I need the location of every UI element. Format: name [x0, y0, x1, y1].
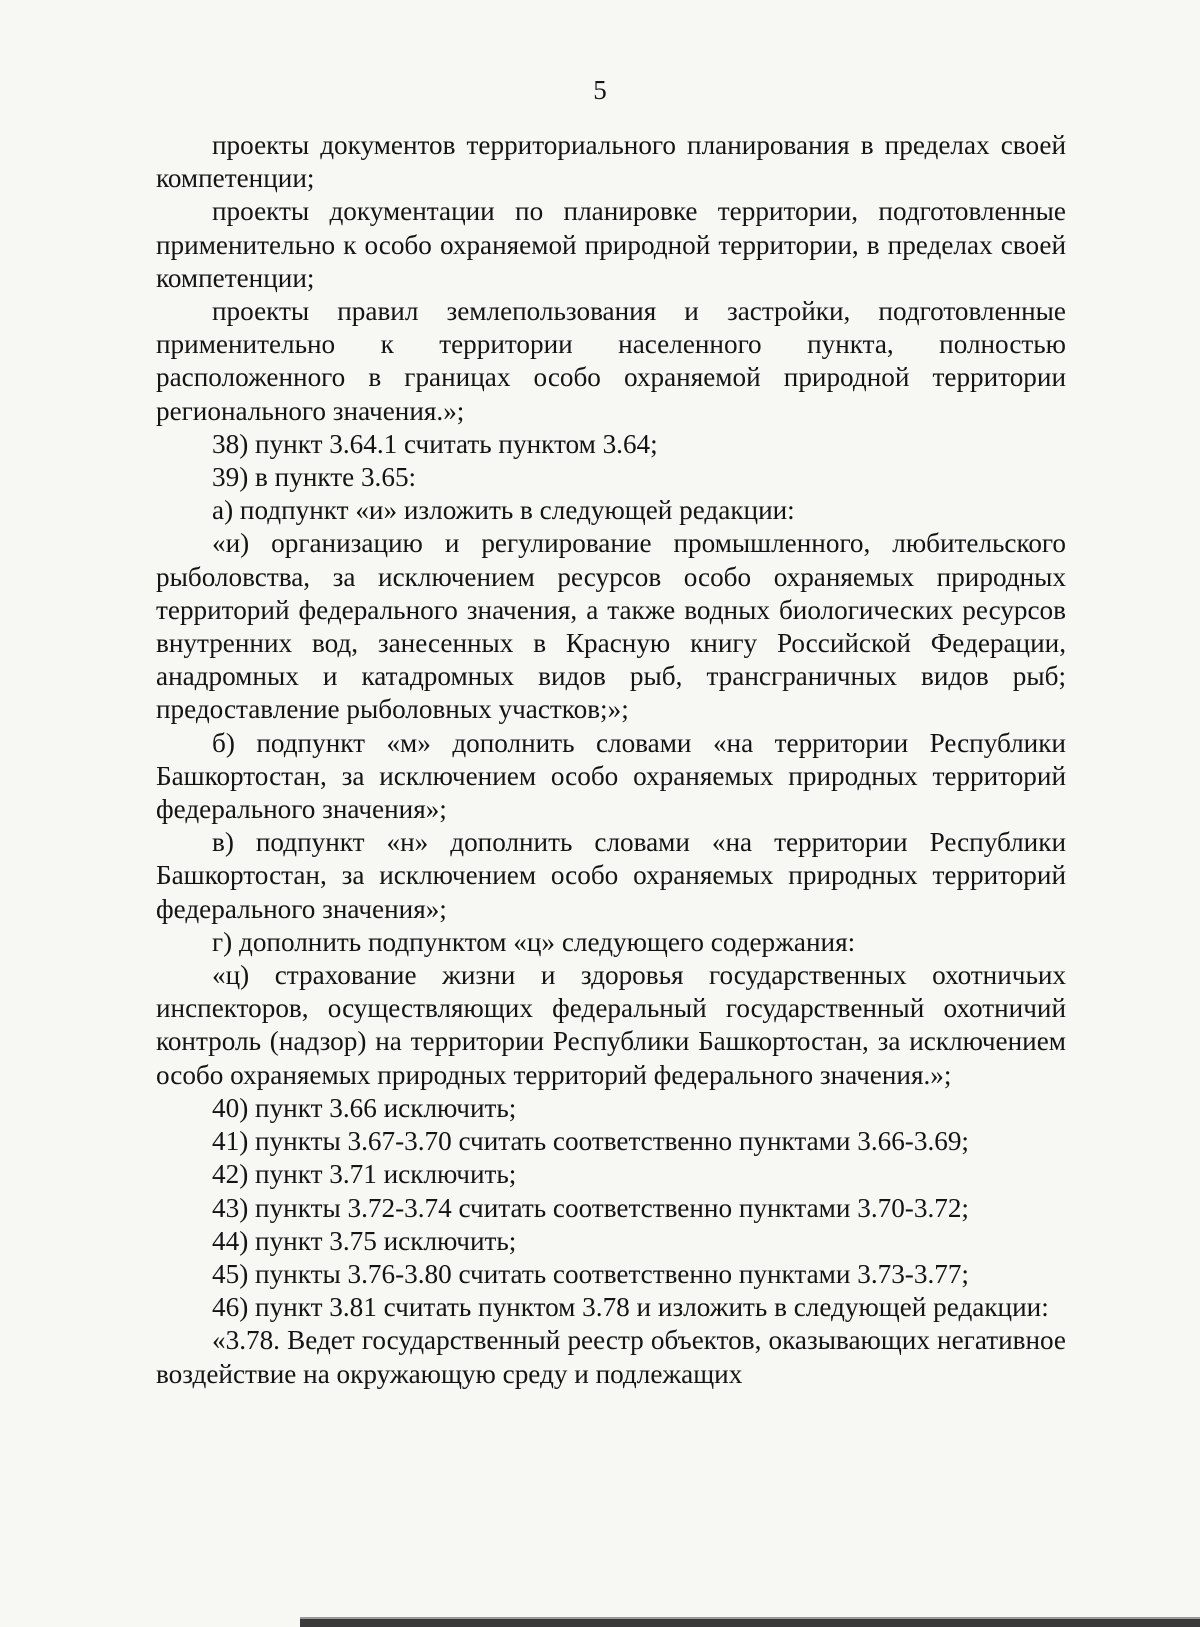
paragraph-5: 39) в пункте 3.65: [212, 462, 417, 493]
paragraph-6: а) подпункт «и» изложить в следующей редакции: [212, 495, 795, 526]
paragraph-16: 44) пункт 3.75 исключить; [212, 1225, 517, 1256]
paragraph-1: проекты документов территориального планирования в пределах своей компетенции; [156, 130, 1066, 194]
paragraph-9: в) подпункт «н» дополнить словами «на территории Республики Башкортостан, за исключением особо охраняемых природных территорий федерального значения»; [156, 827, 1066, 924]
document-body [156, 129, 1066, 1391]
paragraph-2: проекты документации по планировке территории, подготовленные применительно к особо охраняемой природной территории, в пределах своей компетенции; [156, 196, 1066, 293]
paragraph-18: 46) пункт 3.81 считать пунктом 3.78 и изложить в следующей редакции: [212, 1292, 1049, 1323]
paragraph-13: 41) пункты 3.67-3.70 считать соответственно пунктами 3.66-3.69; [212, 1126, 969, 1157]
paragraph-19: «3.78. Ведет государственный реестр объектов, оказывающих негативное воздействие на окружающую среду и подлежащих [156, 1325, 1066, 1389]
paragraph-3: проекты правил землепользования и застройки, подготовленные применительно к территории населенного пункта, полностью расположенного в границах особо охраняемой природной территории регионального значения.»; [156, 296, 1066, 426]
paragraph-4: 38) пункт 3.64.1 считать пунктом 3.64; [212, 428, 658, 459]
paragraph-7: «и) организацию и регулирование промышленного, любительского рыболовства, за исключением ресурсов особо охраняемых природных территорий федерального значения, а также водных биологических ресурсов внутренних вод, занесенных в Красную книгу Российской Федерации, анадромных и катадромных видов рыб, трансграничных видов рыб; предоставление рыболовных участков;»; [156, 528, 1066, 725]
paragraph-17: 45) пункты 3.76-3.80 считать соответственно пунктами 3.73-3.77; [212, 1258, 969, 1289]
paragraph-11: «ц) страхование жизни и здоровья государственных охотничьих инспекторов, осуществляющих федеральный государственный охотничий контроль (надзор) на территории Республики Башкортостан, за исключением особо охраняемых природных территорий федерального значения.»; [156, 960, 1066, 1090]
paragraph-14: 42) пункт 3.71 исключить; [212, 1159, 517, 1190]
paragraph-8: б) подпункт «м» дополнить словами «на территории Республики Башкортостан, за исключением особо охраняемых природных территорий федерального значения»; [156, 727, 1066, 825]
page-number: 5 [593, 75, 607, 105]
scan-edge-border [300, 1619, 1200, 1627]
paragraph-12: 40) пункт 3.66 исключить; [212, 1092, 517, 1123]
paragraph-10: г) дополнить подпунктом «ц» следующего содержания: [212, 926, 856, 957]
paragraph-15: 43) пункты 3.72-3.74 считать соответственно пунктами 3.70-3.72; [212, 1192, 969, 1223]
